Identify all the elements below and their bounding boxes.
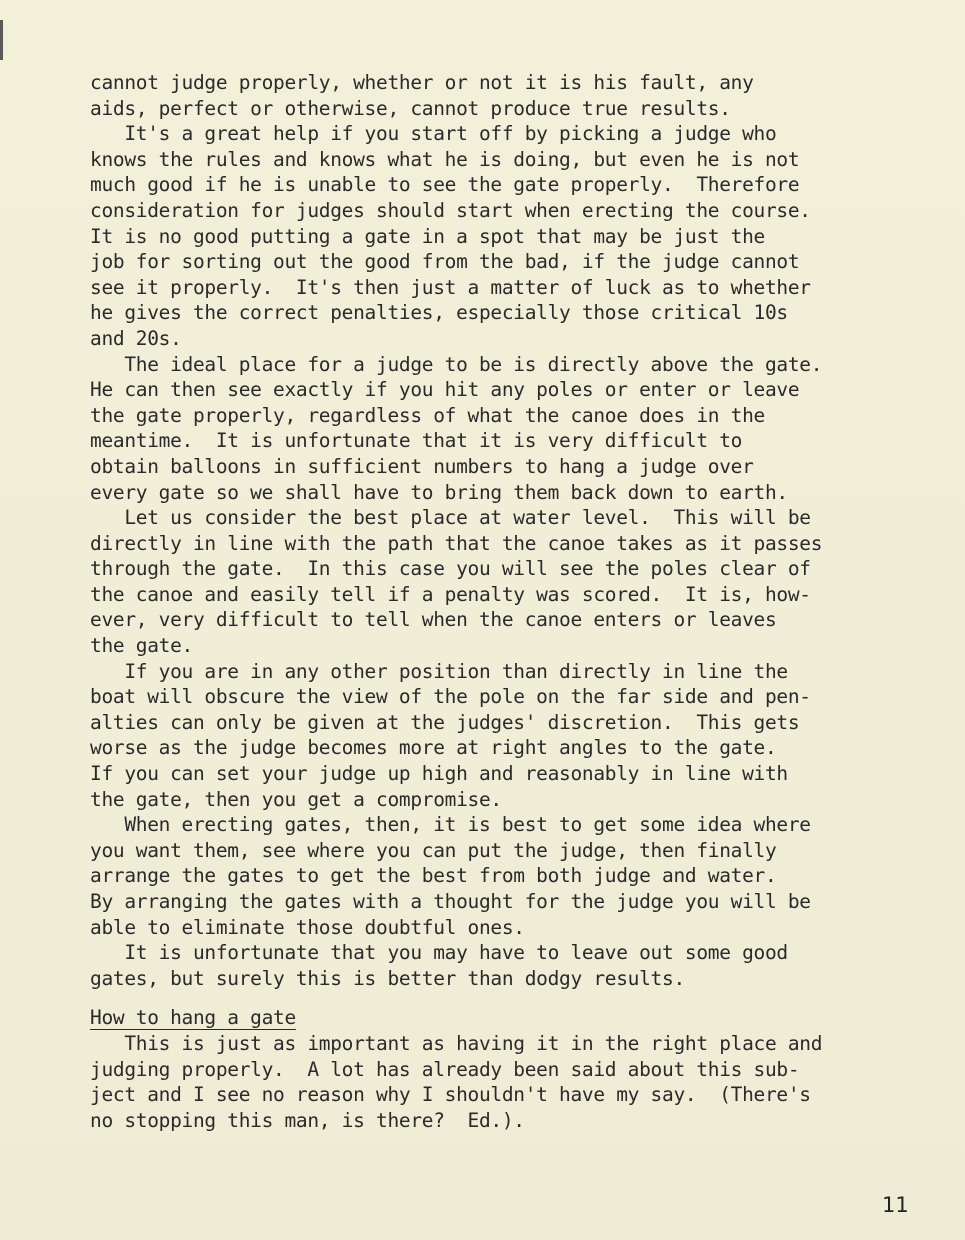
text-line: judging properly. A lot has already been said about this sub- bbox=[90, 1057, 800, 1081]
text-line: the gate. bbox=[90, 634, 193, 658]
text-line: he gives the correct penalties, especially those critical 10s bbox=[90, 301, 788, 325]
body-text bbox=[90, 70, 930, 1133]
paragraph-3 bbox=[90, 352, 930, 506]
paragraph-8 bbox=[90, 1031, 930, 1133]
text-line: This is just as important as having it in the right place and bbox=[90, 1031, 823, 1055]
text-line: If you are in any other position than directly in line the bbox=[90, 659, 788, 683]
text-line: the canoe and easily tell if a penalty was scored. It is, how- bbox=[90, 582, 811, 606]
text-line: It is no good putting a gate in a spot that may be just the bbox=[90, 224, 765, 248]
text-line: arrange the gates to get the best from both judge and water. bbox=[90, 864, 777, 888]
text-line: no stopping this man, is there? Ed.). bbox=[90, 1108, 525, 1132]
text-line: aids, perfect or otherwise, cannot produce true results. bbox=[90, 96, 731, 120]
text-line: directly in line with the path that the canoe takes as it passes bbox=[90, 531, 823, 555]
text-line: By arranging the gates with a thought for the judge you will be bbox=[90, 890, 811, 913]
text-line: ever, very difficult to tell when the canoe enters or leaves bbox=[90, 608, 777, 632]
text-line: cannot judge properly, whether or not it is his fault, any bbox=[90, 71, 754, 94]
text-line: through the gate. In this case you will see the poles clear of bbox=[90, 557, 811, 581]
text-line: the gate, then you get a compromise. bbox=[90, 787, 502, 811]
text-line: much good if he is unable to see the gate properly. Therefore bbox=[90, 173, 800, 197]
text-line: worse as the judge becomes more at right angles to the gate. bbox=[90, 736, 777, 760]
text-line: When erecting gates, then, it is best to get some idea where bbox=[90, 813, 811, 837]
section-heading: How to hang a gate bbox=[90, 1006, 296, 1030]
text-line: alties can only be given at the judges' discretion. This gets bbox=[90, 710, 800, 734]
paragraph-2 bbox=[90, 121, 930, 351]
text-line: the gate properly, regardless of what the canoe does in the bbox=[90, 403, 765, 427]
text-line: you want them, see where you can put the judge, then finally bbox=[90, 838, 777, 862]
text-line: see it properly. It's then just a matter of luck as to whether bbox=[90, 275, 811, 299]
text-line: ject and I see no reason why I shouldn't have my say. (There's bbox=[90, 1083, 811, 1107]
text-line: If you can set your judge up high and reasonably in line with bbox=[90, 762, 788, 786]
text-line: every gate so we shall have to bring them back down to earth. bbox=[90, 480, 788, 504]
text-line: It's a great help if you start off by picking a judge who bbox=[90, 122, 777, 146]
paragraph-1 bbox=[90, 70, 930, 121]
text-line: job for sorting out the good from the bad, if the judge cannot bbox=[90, 250, 800, 274]
text-line: meantime. It is unfortunate that it is very difficult to bbox=[90, 429, 743, 453]
paragraph-5 bbox=[90, 659, 930, 813]
text-line: Let us consider the best place at water level. This will be bbox=[90, 506, 811, 530]
text-line: and 20s. bbox=[90, 326, 182, 350]
text-line: It is unfortunate that you may have to leave out some good bbox=[90, 941, 788, 965]
text-line: able to eliminate those doubtful ones. bbox=[90, 915, 525, 939]
paragraph-4 bbox=[90, 505, 930, 659]
text-line: boat will obscure the view of the pole on the far side and pen- bbox=[90, 685, 811, 709]
text-line: consideration for judges should start when erecting the course. bbox=[90, 198, 811, 222]
section-gap bbox=[90, 991, 930, 1005]
text-line: knows the rules and knows what he is doing, but even he is not bbox=[90, 147, 800, 171]
text-line: obtain balloons in sufficient numbers to hang a judge over bbox=[90, 454, 754, 478]
paragraph-7 bbox=[90, 940, 930, 991]
paragraph-6 bbox=[90, 812, 930, 940]
section-heading-wrap bbox=[90, 1005, 930, 1031]
text-line: The ideal place for a judge to be is directly above the gate. bbox=[90, 352, 823, 376]
binding-edge bbox=[0, 20, 3, 60]
text-line: gates, but surely this is better than dodgy results. bbox=[90, 966, 685, 990]
text-line: He can then see exactly if you hit any poles or enter or leave bbox=[90, 378, 800, 402]
page-number: 11 bbox=[882, 1193, 909, 1217]
